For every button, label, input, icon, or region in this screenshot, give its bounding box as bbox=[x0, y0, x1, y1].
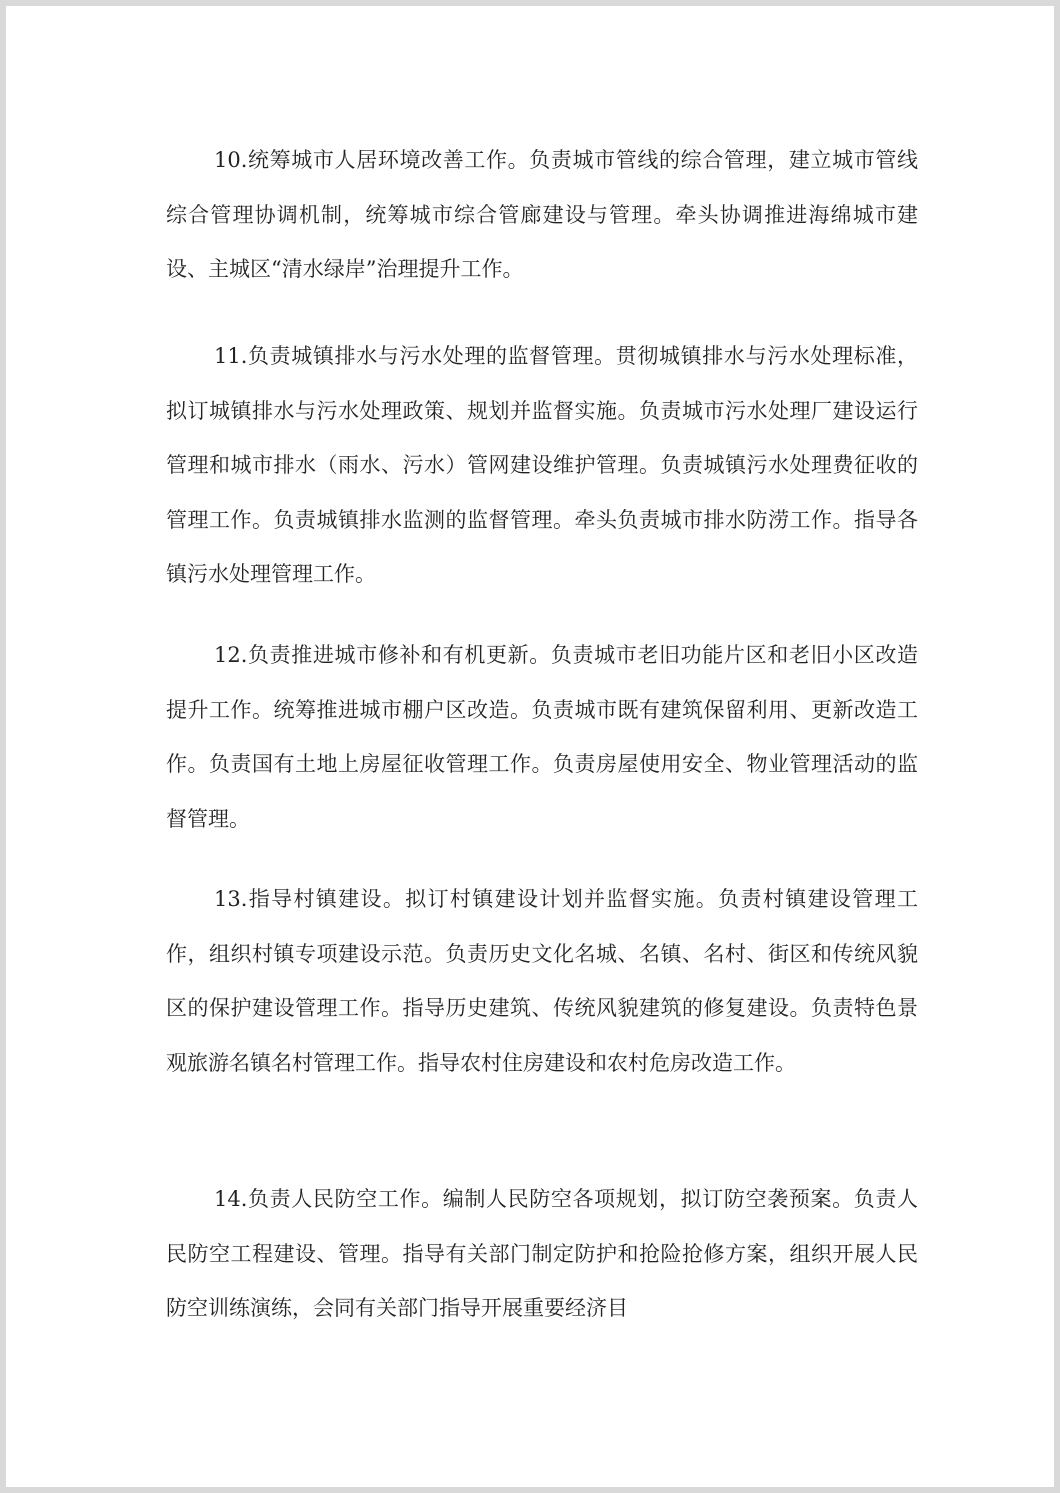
paragraph-item-10: 10.统筹城市人居环境改善工作。负责城市管线的综合管理，建立城市管线综合管理协调机制，统筹城市综合管廊建设与管理。牵头协调推进海绵城市建设、主城区“清水绿岸”治理提升工作。 bbox=[166, 148, 918, 281]
paragraph-item-13: 13.指导村镇建设。拟订村镇建设计划并监督实施。负责村镇建设管理工作，组织村镇专项建设示范。负责历史文化名城、名镇、名村、街区和传统风貌区的保护建设管理工作。指导历史建筑、传统风貌建筑的修复建设。负责特色景观旅游名镇名村管理工作。指导农村住房建设和农村危房改造工作。 bbox=[166, 887, 918, 1075]
paragraph-item-11: 11.负责城镇排水与污水处理的监督管理。贯彻城镇排水与污水处理标准，拟订城镇排水与污水处理政策、规划并监督实施。负责城市污水处理厂建设运行管理和城市排水（雨水、污水）管网建设维护管理。负责城镇污水处理费征收的管理工作。负责城镇排水监测的监督管理。牵头负责城市排水防涝工作。指导各镇污水处理管理工作。 bbox=[166, 344, 918, 586]
paragraph-item-12: 12.负责推进城市修补和有机更新。负责城市老旧功能片区和老旧小区改造提升工作。统筹推进城市棚户区改造。负责城市既有建筑保留利用、更新改造工作。负责国有土地上房屋征收管理工作。负责房屋使用安全、物业管理活动的监督管理。 bbox=[166, 643, 918, 831]
document-page bbox=[6, 6, 1054, 1487]
paragraph-item-14: 14.负责人民防空工作。编制人民防空各项规划，拟订防空袭预案。负责人民防空工程建设、管理。指导有关部门制定防护和抢险抢修方案，组织开展人民防空训练演练，会同有关部门指导开展重要经济目 bbox=[166, 1187, 918, 1320]
